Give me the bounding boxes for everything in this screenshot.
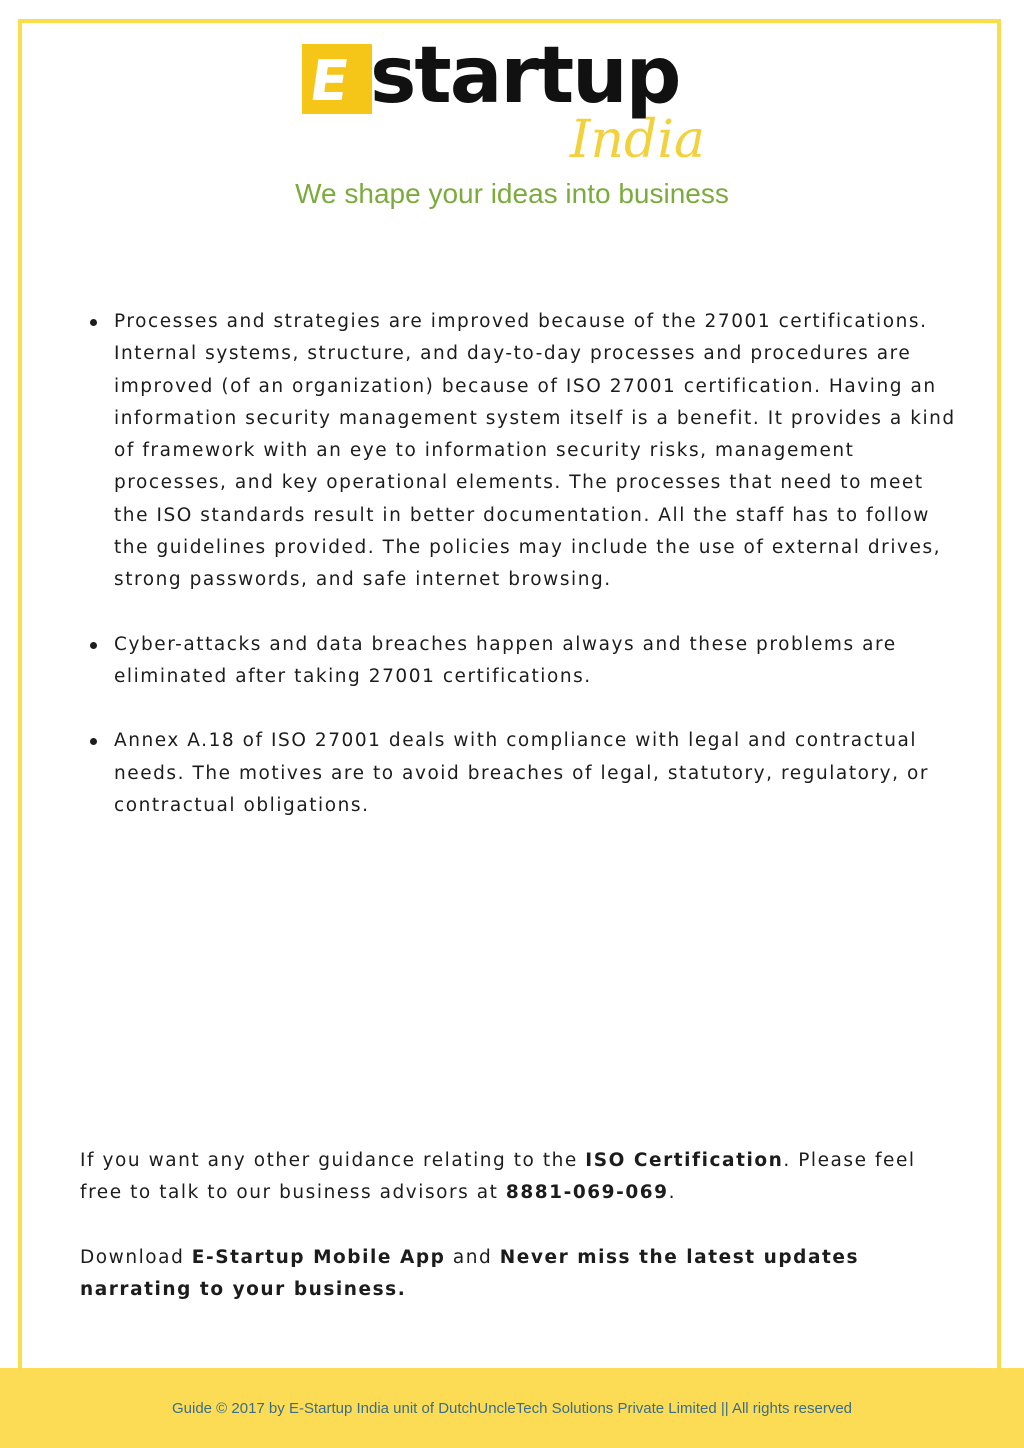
download-paragraph xyxy=(80,1242,960,1307)
updates-text: Never miss the latest updates narrating to your business. xyxy=(80,1247,860,1301)
mobile-app-link[interactable]: E-Startup Mobile App xyxy=(191,1247,446,1268)
list-item xyxy=(88,306,958,597)
footer-copyright: Guide © 2017 by E-Startup India unit of DutchUncleTech Solutions Private Limited || All rights reserved xyxy=(171,1400,853,1417)
tagline: We shape your ideas into business xyxy=(295,178,729,209)
phone-number[interactable]: 8881-069-069 xyxy=(505,1182,669,1204)
guidance-paragraph xyxy=(80,1145,960,1210)
list-item-text: Cyber-attacks and data breaches happen always and these problems are eliminated after taking 27001 certifications. xyxy=(114,633,897,687)
list-item xyxy=(88,629,958,694)
list-item xyxy=(88,725,958,822)
logo-script: India xyxy=(570,110,705,170)
guidance-text-middle: . Please feel free to talk to our business advisors at xyxy=(80,1150,916,1204)
list-item-text: Processes and strategies are improved because of the 27001 certifications. Internal systems, structure, and day-to-day processes and procedures are improved (of an organization) because of ISO 27001 certification. Having an information security management system itself is a benefit. It provides a kind of framework with an eye to information security risks, management processes, and key operational elements. The processes that need to meet the ISO standards result in better documentation. All the staff has to follow the guidelines provided. The policies may include the use of external drives, strong passwords, and safe internet browsing. xyxy=(114,311,956,591)
e-startup-logo xyxy=(302,31,732,180)
guidance-text-end: . xyxy=(668,1182,677,1204)
download-text-middle: and xyxy=(445,1247,500,1268)
download-text-start: Download xyxy=(80,1247,192,1268)
bullet-icon xyxy=(90,319,97,326)
logo-e-badge xyxy=(302,44,372,114)
logo-wordmark: startup xyxy=(370,31,680,121)
bullet-icon xyxy=(90,642,97,649)
guidance-text-start: If you want any other guidance relating to the xyxy=(80,1150,586,1171)
iso-certification-link[interactable]: ISO Certification xyxy=(585,1150,784,1171)
list-item-text: Annex A.18 of ISO 27001 deals with compliance with legal and contractual needs. The motives are to avoid breaches of legal, statutory, regulatory, or contractual obligations. xyxy=(114,730,930,816)
bullet-icon xyxy=(90,738,97,745)
footer-bar xyxy=(0,1368,1024,1448)
bullet-list xyxy=(88,306,958,854)
logo-letter: E xyxy=(305,49,353,114)
